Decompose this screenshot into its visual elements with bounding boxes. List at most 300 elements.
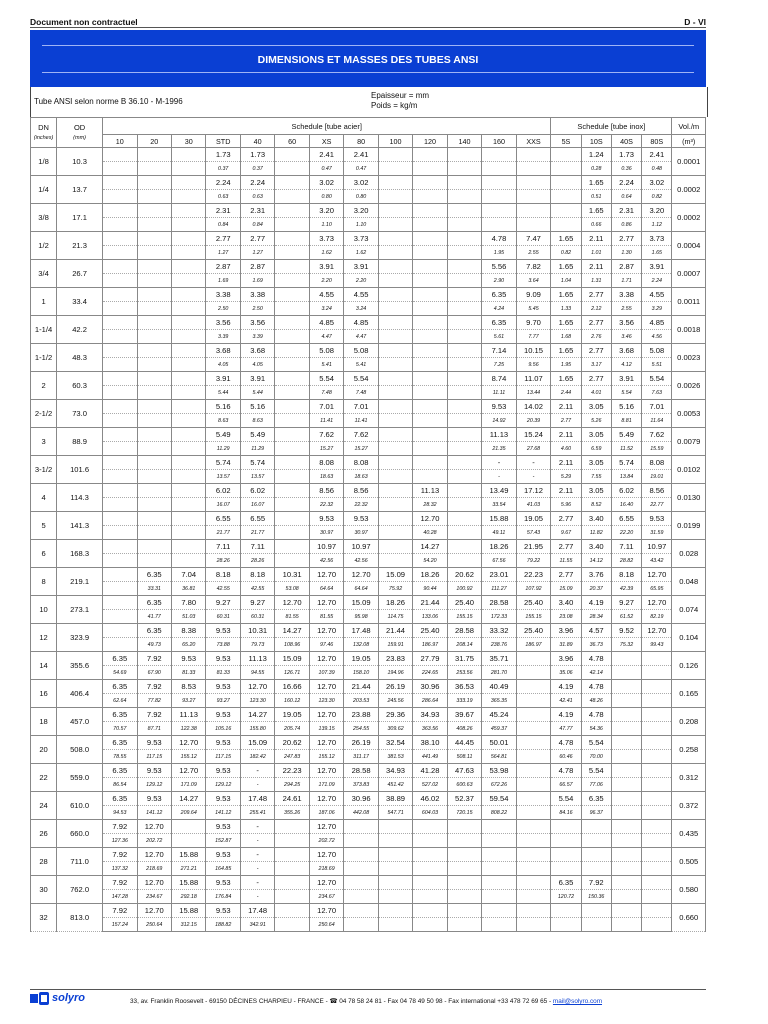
mass-cell: 48.26 <box>581 694 611 708</box>
mass-cell <box>172 358 206 372</box>
thickness-cell <box>378 400 412 414</box>
table-row-mass <box>31 554 706 568</box>
mass-cell: 2.20 <box>344 274 378 288</box>
table-row <box>31 176 706 190</box>
thickness-cell <box>172 344 206 358</box>
od-cell: 42.2 <box>57 316 103 344</box>
thickness-cell <box>378 512 412 526</box>
mass-cell: 11.41 <box>344 414 378 428</box>
thickness-cell: 9.53 <box>172 652 206 666</box>
mass-cell: 141.12 <box>206 806 240 820</box>
thickness-cell: 2.31 <box>611 204 641 218</box>
mass-cell: 459.37 <box>482 722 516 736</box>
thickness-cell <box>344 904 378 918</box>
thickness-cell: 17.12 <box>516 484 551 498</box>
mass-cell <box>275 302 309 316</box>
thickness-cell: 7.82 <box>516 260 551 274</box>
thickness-cell: 21.44 <box>413 596 447 610</box>
mass-cell: 126.71 <box>275 666 309 680</box>
mass-cell: 1.27 <box>240 246 274 260</box>
thickness-cell: - <box>240 764 274 778</box>
mass-cell <box>611 694 641 708</box>
table-row-mass <box>31 274 706 288</box>
mass-cell: 31.59 <box>642 526 672 540</box>
mass-cell <box>275 470 309 484</box>
mass-cell: 19.01 <box>642 470 672 484</box>
thickness-cell <box>344 848 378 862</box>
mass-cell: 1.30 <box>611 246 641 260</box>
mass-cell: 3.29 <box>642 302 672 316</box>
mass-cell: 117.15 <box>206 750 240 764</box>
mass-cell: 218.69 <box>309 862 343 876</box>
thickness-cell <box>482 176 516 190</box>
thickness-cell <box>413 232 447 246</box>
thickness-cell: 3.73 <box>642 232 672 246</box>
mass-cell: 54.69 <box>103 666 137 680</box>
mass-cell: 42.14 <box>581 666 611 680</box>
thickness-cell: 46.02 <box>413 792 447 806</box>
thickness-cell <box>103 204 137 218</box>
thickness-cell <box>172 512 206 526</box>
table-row <box>31 316 706 330</box>
mass-cell <box>447 554 481 568</box>
thickness-cell: 6.35 <box>482 316 516 330</box>
mass-cell: 1.12 <box>642 218 672 232</box>
vol-cell: 0.0011 <box>672 288 706 316</box>
mass-cell: 65.95 <box>642 582 672 596</box>
table-row <box>31 260 706 274</box>
thickness-cell: - <box>240 820 274 834</box>
mass-cell: 65.20 <box>172 638 206 652</box>
mass-cell: 81.33 <box>206 666 240 680</box>
mass-cell: 137.32 <box>103 862 137 876</box>
mass-cell: 250.64 <box>137 918 171 932</box>
thickness-cell: 19.05 <box>344 652 378 666</box>
thickness-cell <box>447 540 481 554</box>
thickness-cell: 7.92 <box>137 652 171 666</box>
thickness-cell: 10.97 <box>344 540 378 554</box>
mass-cell <box>275 246 309 260</box>
thickness-cell: 4.55 <box>344 288 378 302</box>
thickness-cell: 8.56 <box>309 484 343 498</box>
mass-cell: 28.82 <box>611 554 641 568</box>
table-row <box>31 764 706 778</box>
mass-cell <box>413 274 447 288</box>
mass-cell <box>275 358 309 372</box>
mass-cell: 158.10 <box>344 666 378 680</box>
thickness-cell: 2.41 <box>344 148 378 162</box>
mass-cell: 1.01 <box>581 246 611 260</box>
thickness-cell: 29.36 <box>378 708 412 722</box>
thickness-cell: 9.27 <box>240 596 274 610</box>
mass-cell: 87.71 <box>137 722 171 736</box>
thickness-cell: 21.95 <box>516 540 551 554</box>
table-row <box>31 372 706 386</box>
mass-cell <box>103 386 137 400</box>
thickness-cell <box>611 904 641 918</box>
mass-cell <box>551 190 581 204</box>
mass-cell <box>275 162 309 176</box>
thickness-cell <box>516 176 551 190</box>
mass-cell: 70.00 <box>581 750 611 764</box>
thickness-cell: 7.11 <box>240 540 274 554</box>
thickness-cell <box>103 568 137 582</box>
thickness-cell: 22.23 <box>516 568 551 582</box>
mass-cell: 5.41 <box>309 358 343 372</box>
thickness-cell <box>103 484 137 498</box>
schedule-steel-header: Schedule [tube acier] <box>103 118 551 135</box>
thickness-cell: 34.93 <box>413 708 447 722</box>
thickness-cell: 11.13 <box>413 484 447 498</box>
thickness-cell: 2.77 <box>206 232 240 246</box>
thickness-cell: 3.02 <box>309 176 343 190</box>
mass-cell <box>642 806 672 820</box>
mass-cell <box>172 834 206 848</box>
mass-cell: 0.28 <box>581 162 611 176</box>
mass-cell <box>516 722 551 736</box>
thickness-cell: 5.16 <box>240 400 274 414</box>
mass-cell <box>275 498 309 512</box>
mass-cell: 171.09 <box>309 778 343 792</box>
thickness-cell: 4.55 <box>642 288 672 302</box>
mass-cell <box>413 834 447 848</box>
od-cell: 219.1 <box>57 568 103 596</box>
thickness-cell: 12.70 <box>309 848 343 862</box>
mass-cell <box>642 834 672 848</box>
mass-cell: 442.08 <box>344 806 378 820</box>
mass-cell: 250.64 <box>309 918 343 932</box>
mass-cell <box>137 302 171 316</box>
thickness-cell: 6.55 <box>240 512 274 526</box>
thickness-cell: 3.05 <box>581 400 611 414</box>
mass-cell: 1.69 <box>240 274 274 288</box>
mass-cell: 42.56 <box>309 554 343 568</box>
table-row <box>31 400 706 414</box>
thickness-cell: 4.78 <box>581 652 611 666</box>
thickness-cell: 3.91 <box>642 260 672 274</box>
od-cell: 323.9 <box>57 624 103 652</box>
mass-cell <box>447 386 481 400</box>
od-cell: 813.0 <box>57 904 103 932</box>
mass-cell <box>413 162 447 176</box>
mass-cell <box>378 218 412 232</box>
mass-cell: 54.20 <box>413 554 447 568</box>
thickness-cell <box>581 848 611 862</box>
dn-cell: 10 <box>31 596 57 624</box>
thickness-cell: 15.09 <box>344 596 378 610</box>
mass-cell <box>447 442 481 456</box>
mass-cell <box>447 414 481 428</box>
mass-cell: 1.04 <box>551 274 581 288</box>
dn-cell: 1/4 <box>31 176 57 204</box>
vol-cell: 0.435 <box>672 820 706 848</box>
thickness-cell: 9.52 <box>611 624 641 638</box>
thickness-cell: 2.41 <box>309 148 343 162</box>
mass-cell <box>275 218 309 232</box>
thickness-cell: 7.92 <box>103 904 137 918</box>
table-row-mass <box>31 498 706 512</box>
solyro-logo <box>30 992 110 1006</box>
mass-cell: 7.55 <box>581 470 611 484</box>
mass-cell: 720.15 <box>447 806 481 820</box>
mass-cell: 0.37 <box>240 162 274 176</box>
thickness-cell: 14.02 <box>516 400 551 414</box>
mass-cell: 255.41 <box>240 806 274 820</box>
mass-cell <box>482 162 516 176</box>
vol-cell: 0.0018 <box>672 316 706 344</box>
thickness-cell: 1.65 <box>551 260 581 274</box>
thickness-cell: 4.57 <box>581 624 611 638</box>
mass-cell: 8.63 <box>206 414 240 428</box>
thickness-cell: 2.77 <box>240 232 274 246</box>
mass-cell <box>378 498 412 512</box>
mass-cell: 1.95 <box>482 246 516 260</box>
thickness-cell: 7.14 <box>482 344 516 358</box>
mass-cell: 2.77 <box>551 414 581 428</box>
mass-cell <box>275 862 309 876</box>
thickness-cell: 3.73 <box>344 232 378 246</box>
thickness-cell: 5.54 <box>581 736 611 750</box>
mass-cell: 808.22 <box>482 806 516 820</box>
mass-cell <box>447 470 481 484</box>
dn-cell: 1/2 <box>31 232 57 260</box>
table-row <box>31 288 706 302</box>
mail-link[interactable]: mail@solyro.com <box>552 998 603 1005</box>
dn-cell: 30 <box>31 876 57 904</box>
mass-cell <box>172 554 206 568</box>
thickness-cell: 1.65 <box>551 344 581 358</box>
thickness-cell <box>172 372 206 386</box>
thickness-cell: 1.73 <box>611 148 641 162</box>
mass-cell: 238.76 <box>482 638 516 652</box>
mass-cell: 2.12 <box>581 302 611 316</box>
mass-cell: 8.81 <box>611 414 641 428</box>
thickness-cell <box>642 848 672 862</box>
table-row <box>31 204 706 218</box>
thickness-cell <box>172 260 206 274</box>
thickness-cell: 14.27 <box>172 792 206 806</box>
mass-cell: 247.83 <box>275 750 309 764</box>
thickness-cell <box>137 148 171 162</box>
od-cell: 660.0 <box>57 820 103 848</box>
table-row <box>31 344 706 358</box>
thickness-cell <box>581 820 611 834</box>
mass-cell <box>642 694 672 708</box>
thickness-cell: 7.92 <box>103 848 137 862</box>
thickness-cell <box>172 176 206 190</box>
thickness-cell <box>103 512 137 526</box>
thickness-cell <box>447 876 481 890</box>
schedule-col-header: XXS <box>516 135 551 148</box>
thickness-cell <box>447 456 481 470</box>
mass-cell <box>378 330 412 344</box>
thickness-cell: 7.92 <box>137 708 171 722</box>
thickness-cell: 7.92 <box>103 820 137 834</box>
mass-cell: 160.12 <box>275 694 309 708</box>
table-row-mass <box>31 470 706 484</box>
mass-cell <box>482 834 516 848</box>
thickness-cell: 3.05 <box>581 456 611 470</box>
banner-line-top <box>42 45 694 46</box>
mass-cell <box>172 470 206 484</box>
vol-unit-header: (m³) <box>672 135 706 148</box>
mass-cell: - <box>240 834 274 848</box>
thickness-cell: 7.01 <box>344 400 378 414</box>
mass-cell: 139.15 <box>309 722 343 736</box>
mass-cell <box>378 526 412 540</box>
mass-cell: 333.19 <box>447 694 481 708</box>
thickness-cell <box>447 428 481 442</box>
mass-cell <box>137 526 171 540</box>
mass-cell: 7.77 <box>516 330 551 344</box>
mass-cell: 5.96 <box>551 498 581 512</box>
mass-cell: 73.88 <box>206 638 240 652</box>
mass-cell: 2.24 <box>642 274 672 288</box>
dn-cell: 24 <box>31 792 57 820</box>
thickness-cell: 10.31 <box>240 624 274 638</box>
mass-cell <box>344 890 378 904</box>
mass-cell <box>378 386 412 400</box>
thickness-cell <box>137 456 171 470</box>
thickness-cell: 12.70 <box>309 904 343 918</box>
thickness-cell: 5.49 <box>206 428 240 442</box>
mass-cell <box>103 582 137 596</box>
table-row <box>31 540 706 554</box>
thickness-cell: 8.18 <box>206 568 240 582</box>
mass-cell: 7.25 <box>482 358 516 372</box>
thickness-cell <box>482 204 516 218</box>
thickness-cell <box>516 204 551 218</box>
mass-cell <box>103 330 137 344</box>
mass-cell: 1.62 <box>344 246 378 260</box>
thickness-cell <box>447 400 481 414</box>
thickness-cell: 7.47 <box>516 232 551 246</box>
od-cell: 88.9 <box>57 428 103 456</box>
mass-cell: 6.59 <box>581 442 611 456</box>
thickness-cell <box>172 484 206 498</box>
thickness-cell: 5.08 <box>309 344 343 358</box>
thickness-cell: 26.19 <box>344 736 378 750</box>
schedule-col-header: STD <box>206 135 240 148</box>
thickness-cell <box>137 428 171 442</box>
thickness-cell: 2.11 <box>581 232 611 246</box>
dn-cell: 1 <box>31 288 57 316</box>
mass-cell <box>378 918 412 932</box>
mass-cell: 79.22 <box>516 554 551 568</box>
thickness-cell: 9.53 <box>137 792 171 806</box>
mass-cell: 355.26 <box>275 806 309 820</box>
od-cell: 406.4 <box>57 680 103 708</box>
thickness-cell <box>275 176 309 190</box>
mass-cell <box>103 414 137 428</box>
dn-cell: 1-1/2 <box>31 344 57 372</box>
mass-cell <box>378 470 412 484</box>
table-row <box>31 232 706 246</box>
thickness-cell: 12.70 <box>137 848 171 862</box>
thickness-cell: 7.62 <box>642 428 672 442</box>
thickness-cell: 4.85 <box>309 316 343 330</box>
dn-cell: 3 <box>31 428 57 456</box>
mass-cell: 60.31 <box>206 610 240 624</box>
table-row-mass <box>31 442 706 456</box>
table-row-mass <box>31 246 706 260</box>
mass-cell <box>103 218 137 232</box>
table-row-mass <box>31 862 706 876</box>
thickness-cell: 20.62 <box>447 568 481 582</box>
mass-cell <box>447 246 481 260</box>
thickness-cell <box>482 820 516 834</box>
schedule-col-header: 30 <box>172 135 206 148</box>
thickness-cell <box>137 344 171 358</box>
mass-cell: 81.55 <box>275 610 309 624</box>
mass-cell <box>447 330 481 344</box>
vol-cell: 0.0130 <box>672 484 706 512</box>
header-row-2 <box>31 135 706 148</box>
thickness-cell <box>413 820 447 834</box>
mass-cell: 186.97 <box>516 638 551 652</box>
mass-cell <box>447 162 481 176</box>
mass-cell: 22.20 <box>611 526 641 540</box>
thickness-cell <box>275 456 309 470</box>
mass-cell <box>103 442 137 456</box>
vol-cell: 0.660 <box>672 904 706 932</box>
thickness-cell <box>378 288 412 302</box>
thickness-cell <box>137 204 171 218</box>
thickness-cell: 30.96 <box>413 680 447 694</box>
thickness-cell <box>275 288 309 302</box>
thickness-cell <box>137 176 171 190</box>
table-row <box>31 736 706 750</box>
mass-cell: 81.55 <box>309 610 343 624</box>
thickness-cell: 1.65 <box>551 288 581 302</box>
thickness-cell <box>378 232 412 246</box>
thickness-cell: 12.70 <box>309 820 343 834</box>
dimensions-table <box>30 117 706 932</box>
thickness-cell: 3.68 <box>240 344 274 358</box>
mass-cell <box>516 666 551 680</box>
mass-cell <box>103 470 137 484</box>
thickness-cell: 3.91 <box>206 372 240 386</box>
mass-cell: 0.66 <box>581 218 611 232</box>
thickness-cell: 9.53 <box>482 400 516 414</box>
thickness-cell <box>611 680 641 694</box>
vol-cell: 0.126 <box>672 652 706 680</box>
thickness-cell: 10.97 <box>309 540 343 554</box>
vol-cell: 0.372 <box>672 792 706 820</box>
mass-cell: 4.05 <box>240 358 274 372</box>
mass-cell: 22.32 <box>309 498 343 512</box>
thickness-cell: 40.49 <box>482 680 516 694</box>
thickness-cell: 25.40 <box>447 596 481 610</box>
table-row-mass <box>31 218 706 232</box>
mass-cell: 114.75 <box>378 610 412 624</box>
mass-cell: 16.07 <box>240 498 274 512</box>
mass-cell: 15.27 <box>309 442 343 456</box>
mass-cell <box>447 526 481 540</box>
table-row-mass <box>31 358 706 372</box>
thickness-cell: 17.48 <box>240 904 274 918</box>
thickness-cell: 2.31 <box>206 204 240 218</box>
thickness-cell <box>137 540 171 554</box>
vol-cell: 0.0199 <box>672 512 706 540</box>
table-row <box>31 484 706 498</box>
thickness-cell <box>516 904 551 918</box>
mass-cell: 7.48 <box>309 386 343 400</box>
thickness-cell <box>551 820 581 834</box>
mass-cell <box>172 330 206 344</box>
thickness-cell: 15.09 <box>275 652 309 666</box>
mass-cell <box>172 302 206 316</box>
